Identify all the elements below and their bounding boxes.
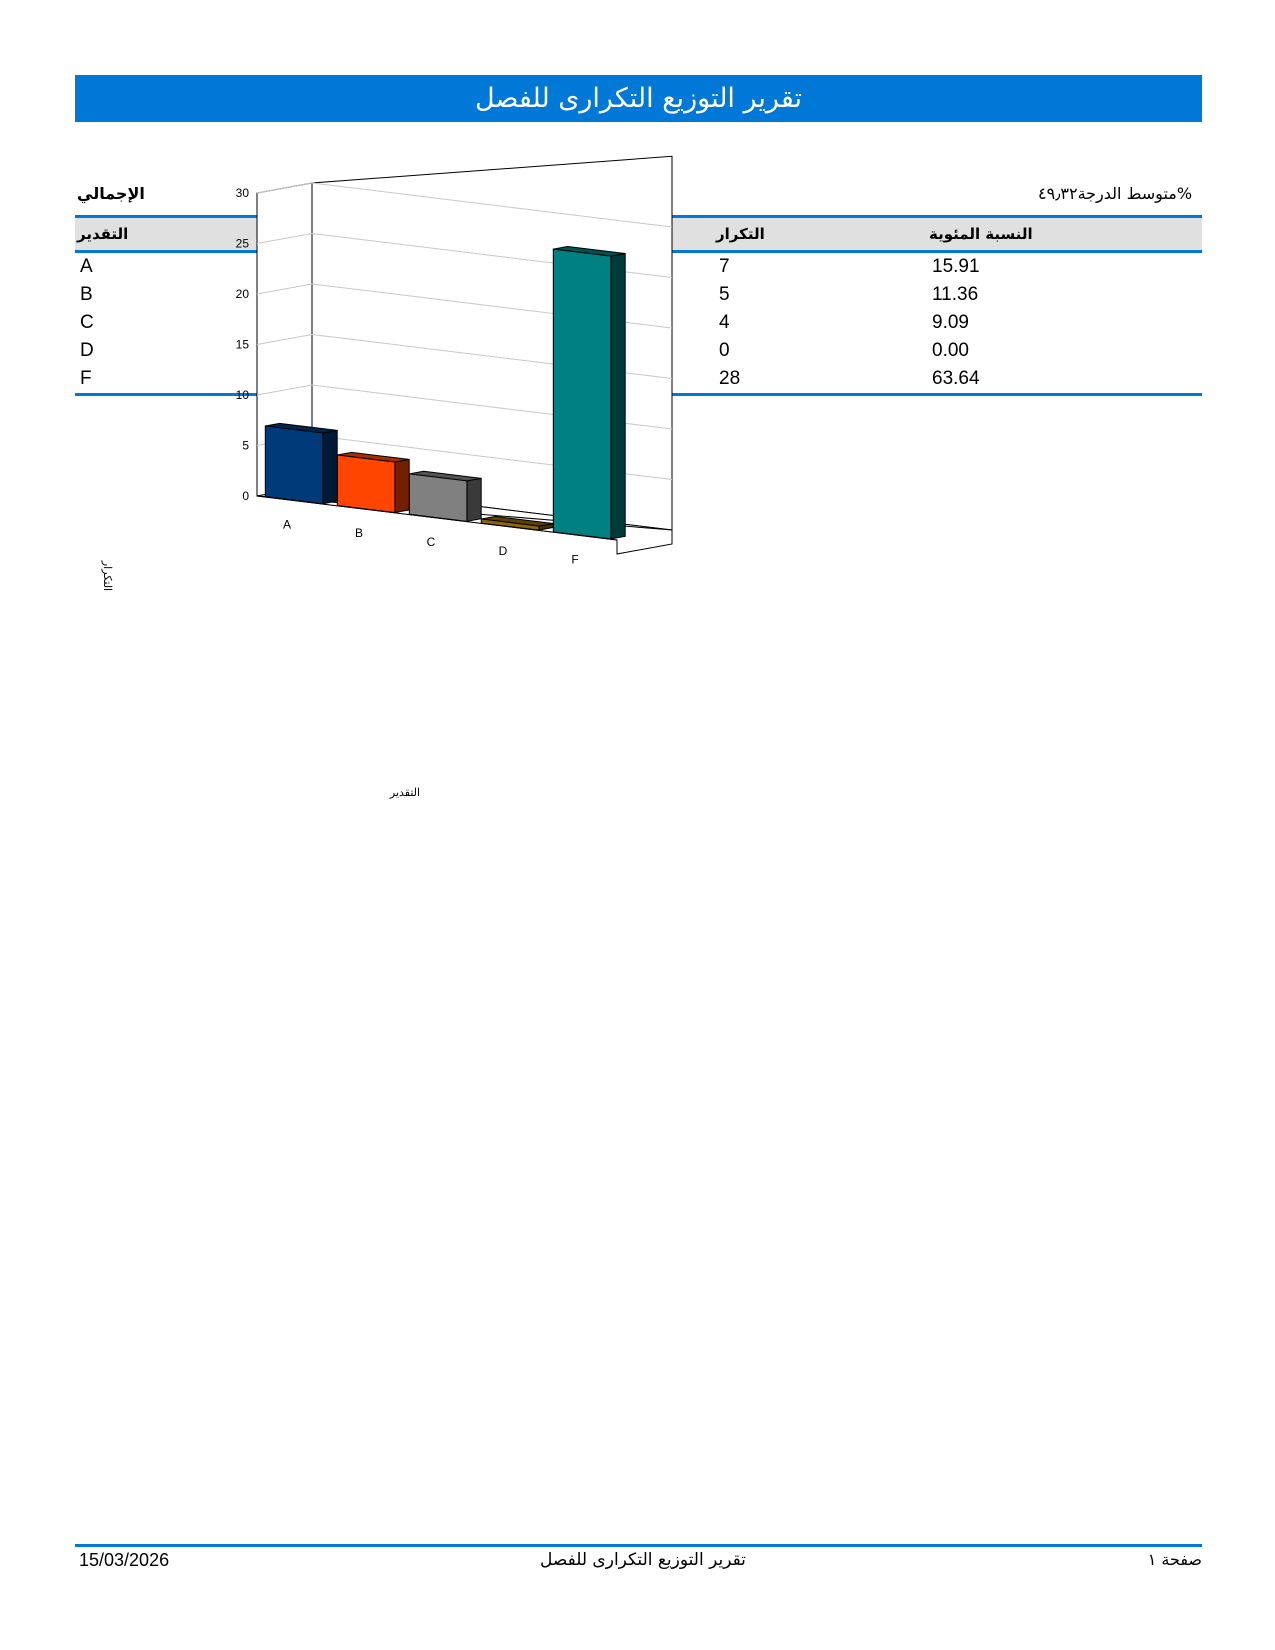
x-tick-label: B	[354, 526, 364, 541]
bar-side	[323, 430, 337, 503]
cell-percentage: 9.09	[932, 312, 969, 333]
cell-frequency: 4	[719, 312, 730, 333]
footer-title: تقرير التوزيع التكرارى للفصل	[540, 1550, 746, 1570]
bar-front	[553, 249, 611, 539]
y-tick-label: 5	[242, 438, 249, 453]
header-grade: التقدير	[77, 225, 129, 243]
cell-percentage: 15.91	[932, 256, 980, 277]
footer-page-number: صفحة ١	[1147, 1550, 1202, 1569]
cell-grade: D	[80, 340, 94, 361]
y-tick-label: 15	[235, 337, 249, 352]
y-tick-label: 10	[235, 388, 249, 402]
x-axis-label: التقدير	[389, 787, 421, 799]
x-tick-label: F	[571, 552, 579, 567]
bar-front	[337, 455, 395, 513]
cell-percentage: 0.00	[932, 340, 969, 361]
y-tick-label: 25	[235, 236, 249, 251]
cell-frequency: 7	[719, 256, 730, 277]
cell-grade: B	[80, 284, 93, 305]
footer-date: 15/03/2026	[79, 1550, 170, 1570]
y-tick-label: 20	[235, 287, 249, 301]
x-tick-label: A	[282, 517, 292, 532]
cell-frequency: 0	[719, 340, 730, 361]
header-percentage: النسبة المئوية	[929, 225, 1033, 243]
bar-front	[409, 474, 467, 521]
cell-percentage: 63.64	[932, 368, 980, 389]
average-score-text: %متوسط الدرجة٤٩٫٣٢	[1038, 184, 1193, 203]
x-tick-label: D	[498, 543, 508, 558]
cell-grade: C	[80, 312, 94, 333]
cell-grade: A	[80, 256, 93, 277]
y-axis-label: التكرار	[101, 560, 113, 592]
cell-frequency: 28	[719, 368, 741, 389]
y-tick-label: 0	[242, 489, 249, 503]
cell-percentage: 11.36	[932, 284, 979, 305]
bar-side	[467, 478, 481, 521]
bar-side	[395, 459, 409, 512]
bar-front	[265, 426, 323, 504]
footer-divider	[75, 1544, 1202, 1547]
x-tick-label: C	[426, 535, 436, 549]
total-label: الإجمالي	[77, 184, 145, 203]
cell-grade: F	[80, 368, 92, 389]
y-tick-label: 30	[235, 186, 249, 200]
report-title: تقرير التوزيع التكرارى للفصل	[75, 75, 1202, 122]
cell-frequency: 5	[719, 284, 730, 305]
header-frequency: التكرار	[716, 225, 765, 243]
bar-side	[611, 254, 625, 539]
